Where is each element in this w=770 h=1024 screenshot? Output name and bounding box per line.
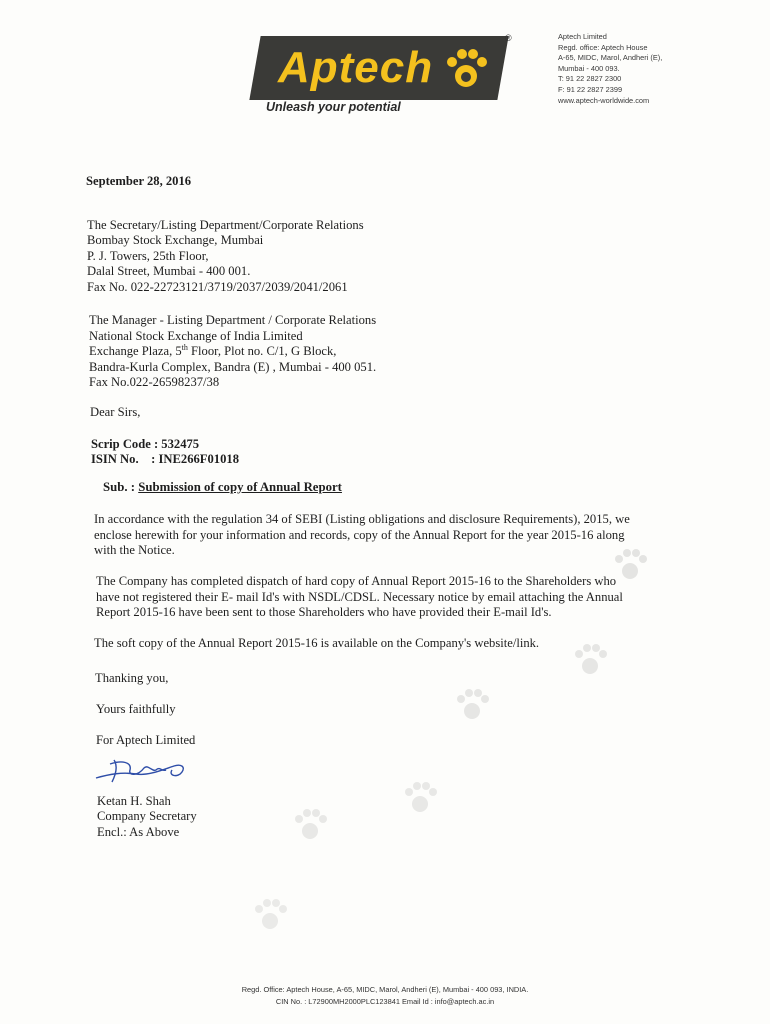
brand-logo-text: Aptech [278,43,434,92]
letterhead-address [558,32,763,106]
paw-watermark-icon [610,545,650,585]
closing-thanks: Thanking you, [95,671,169,685]
brand-tagline: Unleash your potential [266,100,401,114]
paragraph-line: In accordance with the regulation 34 of SEBI (Listing obligations and disclosure Requirements), 2015, we [94,512,630,526]
signatory-block [97,794,197,840]
enclosure-note: Encl.: As Above [97,824,180,839]
closing-faithfully: Yours faithfully [96,702,176,716]
isin-number: ISIN No. : INE266F01018 [91,452,239,466]
paw-watermark-icon [400,778,440,818]
salutation: Dear Sirs, [90,405,141,419]
footer-address: Regd. Office: Aptech House, A-65, MIDC, Marol, Andheri (E), Mumbai - 400 093, INDIA. [241,985,529,994]
paragraph-line: Report 2015-16 have been sent to those Shareholders who have provided their E-mail Id's. [96,605,552,620]
paw-watermark-icon [250,895,290,935]
paragraph-soft-copy: The soft copy of the Annual Report 2015-16 is available on the Company's website/link. [94,636,540,650]
paragraph-line: with the Notice. [94,543,175,558]
address-part: Exchange Plaza, 5 [89,344,182,359]
recipient-line: The Manager - Listing Department / Corporate Relations [89,313,377,327]
closing-company: For Aptech Limited [96,733,196,747]
paw-watermark-icon [570,640,610,680]
scrip-code: Scrip Code : 532475 [91,437,200,451]
recipient-line: Fax No.022-26598237/38 [89,375,220,390]
signatory-title: Company Secretary [97,809,197,824]
footer-cin-email: CIN No. : L72900MH2000PLC123841 Email Id : info@aptech.ac.in [275,997,495,1006]
paragraph-line: have not registered their E- mail Id's with NSDL/CDSL. Necessary notice by email attaching the Annual [96,589,623,604]
address-line: www.aptech-worldwide.com [558,95,650,105]
recipient-line: P. J. Towers, 25th Floor, [87,248,209,263]
recipient-line: National Stock Exchange of India Limited [89,328,303,343]
recipient-line: Fax No. 022-22723121/3719/2037/2039/2041/2061 [87,279,348,294]
recipient-bse [87,218,364,295]
recipient-line: The Secretary/Listing Department/Corporate Relations [87,218,364,232]
subject-text: Submission of copy of Annual Report [138,480,342,494]
subject-line [103,480,342,495]
address-line: A-65, MIDC, Marol, Andheri (E), [558,53,663,63]
recipient-line: Bandra-Kurla Complex, Bandra (E) , Mumbai - 400 051. [89,359,377,374]
paragraph-line: The Company has completed dispatch of hard copy of Annual Report 2015-16 to the Shareholders who [96,574,617,588]
address-line: Mumbai - 400 093. [558,63,620,73]
address-line: Aptech Limited [558,32,607,41]
subject-label: Sub. : [103,480,139,494]
recipient-line: Bombay Stock Exchange, Mumbai [87,233,264,248]
ordinal-suffix: th [181,343,188,352]
paw-watermark-icon [452,685,492,725]
recipient-line: Dalal Street, Mumbai - 400 001. [87,264,251,279]
signatory-name: Ketan H. Shah [97,794,171,808]
handwritten-signature [92,752,192,786]
registered-mark: ® [505,33,512,43]
recipient-line [89,344,376,360]
paw-watermark-icon [290,805,330,845]
address-part: Floor, Plot no. C/1, G Block, [187,344,337,359]
address-line: T: 91 22 2827 2300 [558,74,622,84]
recipient-nse [89,313,376,391]
paragraph-line: enclose herewith for your information and records, copy of the Annual Report for the year 2015-16 along [94,527,625,542]
paragraph-regulation [94,512,630,559]
paw-logo-icon [440,44,492,94]
address-line: F: 91 22 2827 2399 [558,84,623,94]
paragraph-dispatch [96,574,623,621]
letter-date: September 28, 2016 [86,174,192,188]
address-line: Regd. office: Aptech House [558,42,648,52]
